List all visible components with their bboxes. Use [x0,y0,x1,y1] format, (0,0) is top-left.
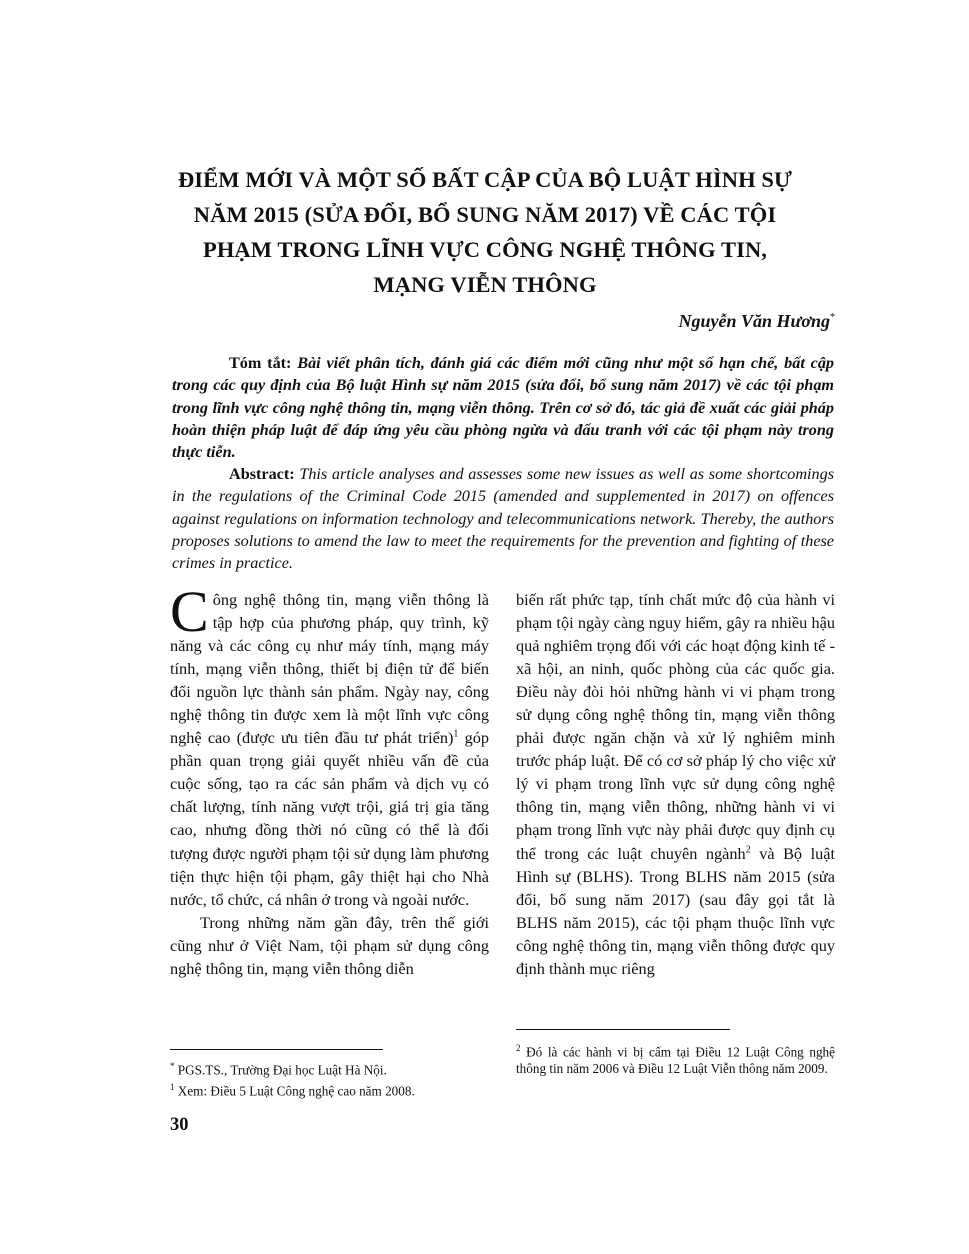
author-footnote-mark: * [830,312,835,323]
footnote-text: Đó là các hành vi bị cấm tại Điều 12 Luật Công nghệ thông tin năm 2006 và Điều 12 Luật Viễn thông năm 2009. [516,1044,835,1076]
footnote-item [170,1058,489,1079]
body-column-right [516,588,835,980]
page-number: 30 [170,1115,189,1135]
title-line-4: MẠNG VIỄN THÔNG [373,272,597,297]
drop-cap: C [170,579,209,644]
footnote-divider [170,1049,383,1050]
footnote-mark: 1 [170,1081,175,1092]
body-text: ông nghệ thông tin, mạng viễn thông là tập hợp của phương pháp, quy trình, kỹ năng và các công cụ như máy tính, mạng máy tính, mạng viễn thông, thiết bị điện tử để biến đổi nguồn lực thành sản phẩm. Ngày nay, công nghệ thông tin được xem là một lĩnh vực công nghệ cao (được ưu tiên đầu tư phát triển) [170,590,489,748]
footnote-divider [516,1029,730,1030]
footnote-mark: * [170,1061,175,1071]
abstract-en-text: This article analyses and assesses some new issues as well as some shortcomings in the regulations of the Criminal Code 2015 (amended and supplemented in 2017) on offences against regulations on information technology and telecommunications network. Thereby, the authors proposes solutions to amend the law to meet the requirements for the prevention and fighting of these crimes in practice. [172,465,834,573]
title-line-1: ĐIỂM MỚI VÀ MỘT SỐ BẤT CẬP CỦA BỘ LUẬT HÌNH SỰ [177,167,793,192]
abstract-vi-label: Tóm tắt: [229,354,292,372]
body-paragraph: Trong những năm gần đây, trên thế giới cũng như ở Việt Nam, tội phạm sử dụng công nghệ thông tin, mạng viễn thông diễn [170,912,489,978]
abstract-vietnamese [172,352,834,463]
footnote-ref-1: 1 [453,728,459,740]
abstract-english [172,463,834,574]
abstract-vi-text: Bài viết phân tích, đánh giá các điểm mới cũng như một số hạn chế, bất cập trong các quy định của Bộ luật Hình sự năm 2015 (sửa đổi, bổ sung năm 2017) về các tội phạm trong lĩnh vực công nghệ thông tin, mạng viễn thông. Trên cơ sở đó, tác giả đề xuất các giải pháp hoàn thiện pháp luật để đáp ứng yêu cầu phòng ngừa và đấu tranh với các tội phạm này trong thực tiễn. [172,354,835,462]
title-line-2: NĂM 2015 (SỬA ĐỔI, BỔ SUNG NĂM 2017) VỀ CÁC TỘI [193,202,777,227]
body-paragraph [170,579,489,911]
footnotes-right [516,1040,835,1077]
footnote-item [170,1079,489,1100]
abstract-en-label: Abstract: [229,465,295,483]
body-paragraph [516,588,835,980]
footnote-text: Xem: Điều 5 Luật Công nghệ cao năm 2008. [177,1083,415,1099]
body-text: và Bộ luật Hình sự (BLHS). Trong BLHS năm 2015 (sửa đổi, bổ sung năm 2017) (sau đây gọi tắt là BLHS năm 2015), các tội phạm thuộc lĩnh vực công nghệ thông tin, mạng viễn thông được quy định thành mục riêng [516,843,835,978]
footnote-text: PGS.TS., Trường Đại học Luật Hà Nội. [177,1062,387,1078]
title-line-3: PHẠM TRONG LĨNH VỰC CÔNG NGHỆ THÔNG TIN, [202,237,768,262]
footnote-item [516,1040,835,1077]
body-text: biến rất phức tạp, tính chất mức độ của hành vi phạm tội ngày càng nguy hiểm, gây ra nhiều hậu quả nghiêm trọng đối với các hoạt động kinh tế - xã hội, an ninh, quốc phòng của các quốc gia. Điều này đòi hỏi những hành vi vi phạm trong sử dụng công nghệ thông tin, mạng viễn thông phải được ngăn chặn và xử lý nghiêm minh trước pháp luật. Để có cơ sở pháp lý cho việc xử lý vi phạm trong lĩnh vực sử dụng công nghệ thông tin, mạng viễn thông, những hành vi vi phạm trong lĩnh vực này phải được quy định cụ thể trong các luật chuyên ngành [516,590,835,863]
article-title [140,162,830,302]
footnote-mark: 2 [516,1043,521,1053]
body-text: góp phần quan trọng giải quyết nhiều vấn đề của cuộc sống, tạo ra các sản phẩm và dịch vụ có chất lượng, tính năng vượt trội, giá trị gia tăng cao, nhưng đồng thời nó cũng có thể là đối tượng được người phạm tội sử dụng làm phương tiện thực hiện tội phạm, gây thiệt hại cho Nhà nước, tổ chức, cá nhân ở trong và ngoài nước. [170,728,489,909]
author-name: Nguyễn Văn Hương [678,311,830,331]
footnotes-left [170,1058,489,1100]
body-column-left [170,579,489,980]
author-byline [679,311,835,332]
footnote-ref-2: 2 [745,844,751,856]
